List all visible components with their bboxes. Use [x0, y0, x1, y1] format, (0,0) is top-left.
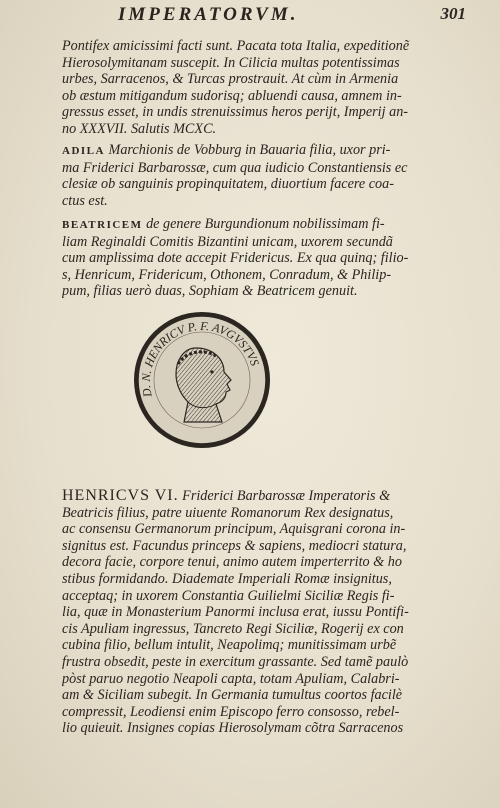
text-line: ob æstum mitigandum sudorisq; abluendi causa, amnem in-: [62, 87, 402, 104]
text-line: pum, filias uerò duas, Sophiam & Beatricem genuit.: [62, 283, 358, 300]
text-line: lia, quæ in Monasterium Panormi inclusa erat, iussu Pontifi-: [62, 604, 409, 621]
coin-image: [132, 310, 272, 450]
henricus-paragraph: [62, 488, 452, 737]
text-line: Hierosolymitanam suscepit. In Cilicia multas potentissimas: [62, 54, 400, 71]
coin-portrait: [132, 310, 272, 450]
text-line: frustra obsedit, peste in exercitum grassante. Sed tamẽ paulò: [62, 653, 409, 670]
intro-paragraph: [62, 38, 452, 138]
running-head: [0, 4, 500, 26]
text-line: Beatricis filius, patre uiuente Romanorum Rex designatus,: [62, 504, 394, 521]
text-fragment: Friderici Barbarossæ Imperatoris &: [182, 488, 391, 504]
adila-name: ADILA: [62, 145, 105, 157]
text-line: urbes, Sarracenos, & Turcas prostrauit. At cùm in Armenia: [62, 71, 399, 88]
text-line: pòst paruo negotio Neapoli capta, totam Apuliam, Calabri-: [62, 670, 400, 687]
text-line: stibus formidando. Diademate Imperiali Romæ insignitus,: [62, 570, 392, 587]
running-title: IMPERATORVM.: [118, 4, 299, 25]
henricus-name: HENRICVS VI.: [62, 488, 179, 504]
text-line: ma Friderici Barbarossæ, cum qua iudicio Constantiensis ec: [62, 159, 408, 176]
text-line: [62, 142, 452, 160]
text-line: decora facie, corpore tenui, animo autem imperterrito & ho: [62, 554, 402, 571]
beatrice-name: BEATRICEM: [62, 219, 143, 231]
text-line: [62, 216, 452, 234]
text-line: compressit, Leodiensi enim Episcopo ferro consosso, rebel-: [62, 703, 400, 720]
text-line: s, Henricum, Fridericum, Othonem, Conradum, & Philip-: [62, 266, 392, 283]
text-line: Pontifex amicissimi facti sunt. Pacata tota Italia, expeditionẽ: [62, 38, 410, 54]
text-line: liam Reginaldi Comitis Bizantini unicam, uxorem secundã: [62, 233, 393, 250]
text-line: [62, 488, 452, 505]
adila-paragraph: [62, 142, 452, 209]
text-line: ctus est.: [62, 192, 108, 209]
text-line: signitus est. Facundus princeps & sapiens, mediocri statura,: [62, 537, 407, 554]
coin-legend: D. N. HENRICV P. F. AVGVSTVS: [138, 318, 263, 399]
text-fragment: Marchionis de Vobburg in Bauaria filia, uxor pri-: [108, 142, 391, 158]
page-number: 301: [440, 4, 466, 23]
text-fragment: de genere Burgundionum nobilissimam fi-: [146, 216, 385, 232]
text-line: clesiæ ob sanguinis propinquitatem, diuortium facere coa-: [62, 176, 394, 193]
text-line: lio quieuit. Insignes copias Hierosolymam cõtra Sarracenos: [62, 720, 404, 737]
text-line: no XXXVII. Salutis MCXC.: [62, 120, 217, 137]
text-line: ac consensu Germanorum principum, Aquisgrani corona in-: [62, 521, 406, 538]
text-line: cubina filio, bellum intulit, Neapolimq; munitissimam urbẽ: [62, 637, 397, 654]
text-line: cum amplissima dote accepit Fridericus. Ex qua quinq; filio-: [62, 250, 409, 267]
beatrice-paragraph: [62, 216, 452, 300]
text-line: cis Apuliam ingressus, Tancreto Regi Siciliæ, Rogerij ex con: [62, 620, 404, 637]
text-line: am & Siciliam subegit. In Germania tumultus coortos facilè: [62, 687, 403, 704]
text-line: acceptaq; in uxorem Constantia Guilielmi Siciliæ Regis fi-: [62, 587, 395, 604]
text-line: gressus esset, in undis strenuissimus heros perijt, Imperij an-: [62, 104, 409, 121]
